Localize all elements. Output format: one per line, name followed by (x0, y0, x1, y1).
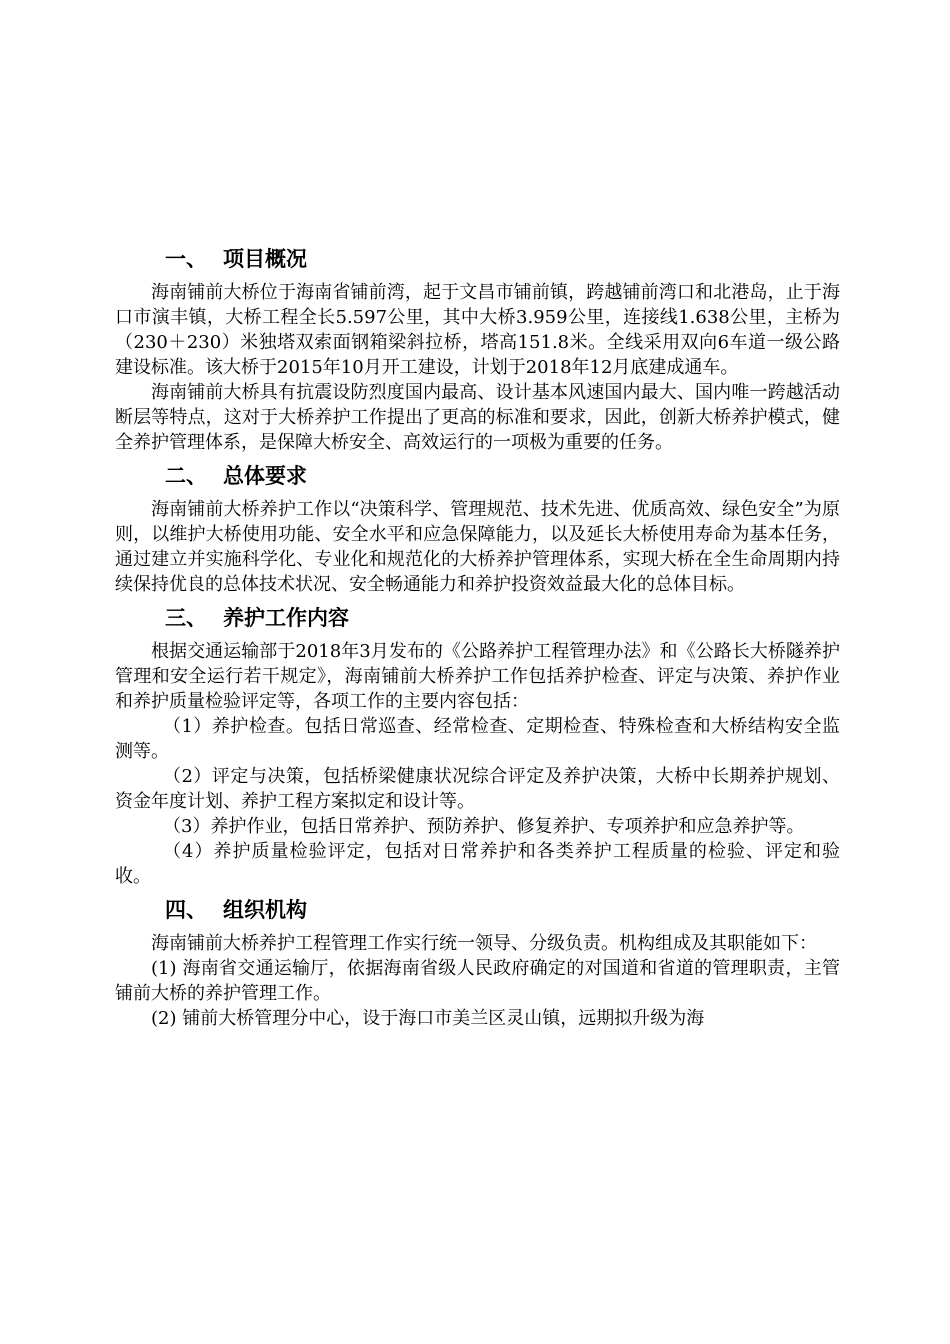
paragraph: 海南铺前大桥位于海南省铺前湾，起于文昌市铺前镇，跨越铺前湾口和北港岛，止于海口市演丰镇，大桥工程全长5.597公里，其中大桥3.959公里，连接线1.638公里，主桥为（230＋230）米独塔双索面钢箱梁斜拉桥，塔高151.8米。全线采用双向6车道一级公路建设标准。该大桥于2015年10月开工建设，计划于2018年12月底建成通车。 (115, 282, 840, 378)
section-number: 二、 (165, 464, 207, 488)
paragraph: 海南铺前大桥养护工作以“决策科学、管理规范、技术先进、优质高效、绿色安全”为原则，以维护大桥使用功能、安全水平和应急保障能力，以及延长大桥使用寿命为基本任务，通过建立并实施科学化、专业化和规范化的大桥养护管理体系，实现大桥在全生命周期内持续保持优良的总体技术状况、安全畅通能力和养护投资效益最大化的总体目标。 (115, 499, 840, 595)
section-heading (115, 603, 840, 639)
list-item: （4）养护质量检验评定，包括对日常养护和各类养护工程质量的检验、评定和验收。 (115, 841, 840, 887)
paragraph: (2) 铺前大桥管理分中心，设于海口市美兰区灵山镇，远期拟升级为海 (151, 1008, 705, 1029)
list-item: （3）养护作业，包括日常养护、预防养护、修复养护、专项养护和应急养护等。 (163, 816, 805, 837)
paragraph: (1) 海南省交通运输厅，依据海南省级人民政府确定的对国道和省道的管理职责，主管铺前大桥的养护管理工作。 (115, 958, 840, 1004)
paragraph: 海南铺前大桥养护工程管理工作实行统一领导、分级负责。机构组成及其职能如下： (151, 933, 817, 954)
section-heading (115, 461, 840, 497)
section-general-requirements (115, 461, 840, 597)
list-item: （1）养护检查。包括日常巡查、经常检查、定期检查、特殊检查和大桥结构安全监测等。 (115, 716, 840, 762)
section-heading (115, 244, 840, 280)
section-number: 四、 (165, 898, 207, 922)
list-item: （2）评定与决策，包括桥梁健康状况综合评定及养护决策，大桥中长期养护规划、资金年度计划、养护工程方案拟定和设计等。 (115, 766, 840, 812)
section-number: 一、 (165, 247, 207, 271)
section-number: 三、 (165, 606, 207, 630)
paragraph: 海南铺前大桥具有抗震设防烈度国内最高、设计基本风速国内最大、国内唯一跨越活动断层等特点，这对于大桥养护工作提出了更高的标准和要求，因此，创新大桥养护模式，健全养护管理体系，是保障大桥安全、高效运行的一项极为重要的任务。 (115, 382, 840, 453)
section-maintenance-content (115, 603, 840, 889)
section-organization (115, 895, 840, 1031)
section-title: 总体要求 (223, 464, 307, 488)
section-title: 养护工作内容 (223, 606, 349, 630)
paragraph: 根据交通运输部于2018年3月发布的《公路养护工程管理办法》和《公路长大桥隧养护管理和安全运行若干规定》，海南铺前大桥养护工作包括养护检查、评定与决策、养护作业和养护质量检验评定等，各项工作的主要内容包括： (115, 641, 840, 712)
section-title: 项目概况 (223, 247, 307, 271)
document-page (115, 244, 840, 1031)
section-project-overview (115, 244, 840, 455)
section-heading (115, 895, 840, 931)
section-title: 组织机构 (223, 898, 307, 922)
